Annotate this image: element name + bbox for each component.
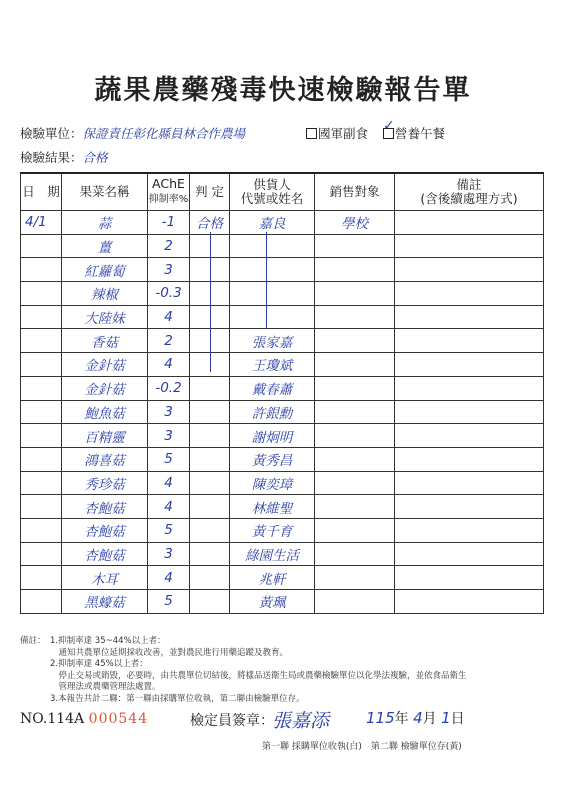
row-remark (395, 211, 544, 235)
row-veg: 鮑魚菇 (62, 400, 148, 424)
row-date (21, 258, 62, 282)
header-veg: 果菜名稱 (62, 173, 148, 211)
row-judge (190, 376, 230, 400)
row-remark (395, 471, 544, 495)
row-supplier: 黃千育 (230, 518, 315, 542)
table-row (21, 518, 544, 542)
footer-copies: 第一聯 採購單位收執(白) 第二聯 檢驗單位存(黃) (262, 742, 462, 752)
row-judge (190, 471, 230, 495)
header-target: 銷售對象 (315, 173, 395, 211)
row-supplier: 戴春蕭 (230, 376, 315, 400)
unit-label: 檢驗單位： (20, 126, 83, 141)
row-ache: -1 (148, 211, 190, 235)
table-row (21, 590, 544, 614)
row-target (315, 471, 395, 495)
row-supplier (230, 305, 315, 329)
row-veg: 蒜 (62, 211, 148, 235)
row-target (315, 282, 395, 306)
row-target (315, 400, 395, 424)
row-target (315, 376, 395, 400)
row-veg: 杏鮑菇 (62, 542, 148, 566)
row-remark (395, 447, 544, 471)
row-date (21, 471, 62, 495)
note-line: 停止交易或銷毀，必要時，由共農單位切結後，將樣品送衛生局或農藥檢驗單位以化學法複驗，並依食品衛生 (50, 670, 467, 681)
option-military[interactable] (306, 124, 368, 142)
row-target: 學校 (315, 211, 395, 235)
row-supplier: 黃秀昌 (230, 447, 315, 471)
option-military-label: 國軍副食 (318, 126, 369, 141)
row-date: 4/1 (21, 211, 62, 235)
row-remark (395, 376, 544, 400)
row-ache: 4 (148, 353, 190, 377)
row-remark (395, 329, 544, 353)
report-title: 蔬果農藥殘毒快速檢驗報告單 (94, 75, 472, 106)
row-veg: 香菇 (62, 329, 148, 353)
row-veg: 金針菇 (62, 353, 148, 377)
row-remark (395, 258, 544, 282)
row-veg: 秀珍菇 (62, 471, 148, 495)
header-ache (148, 173, 190, 211)
table-row (21, 211, 544, 235)
note-line: 3.本報告共計二聯：第一聯由採購單位收執，第二聯由檢驗單位存。 (50, 693, 305, 704)
table-row (21, 566, 544, 590)
row-target (315, 542, 395, 566)
row-target (315, 258, 395, 282)
row-veg: 杏鮑菇 (62, 518, 148, 542)
row-ache: 5 (148, 518, 190, 542)
row-ache: 2 (148, 329, 190, 353)
report-date (366, 708, 465, 728)
row-target (315, 353, 395, 377)
row-supplier: 陳奕璋 (230, 471, 315, 495)
row-supplier: 謝炯明 (230, 424, 315, 448)
row-judge (190, 542, 230, 566)
row-judge (190, 400, 230, 424)
row-ache: -0.2 (148, 376, 190, 400)
checkbox-military[interactable] (306, 128, 317, 139)
unit-value: 保證責任彰化縣員林合作農場 (82, 126, 246, 141)
option-lunch-label: 營養午餐 (395, 126, 446, 141)
row-remark (395, 542, 544, 566)
row-supplier: 許銀勳 (230, 400, 315, 424)
row-ache: 4 (148, 471, 190, 495)
row-date (21, 353, 62, 377)
form-serial: 000544 (88, 711, 149, 727)
table-row (21, 495, 544, 519)
row-judge (190, 518, 230, 542)
row-date (21, 447, 62, 471)
row-supplier: 兆軒 (230, 566, 315, 590)
ditto-line-supplier (266, 232, 267, 328)
row-date (21, 282, 62, 306)
header-supplier (230, 173, 315, 211)
row-ache: 5 (148, 590, 190, 614)
table-row (21, 305, 544, 329)
row-date (21, 376, 62, 400)
row-ache: 5 (148, 447, 190, 471)
row-veg: 薑 (62, 234, 148, 258)
row-remark (395, 566, 544, 590)
row-ache: 4 (148, 495, 190, 519)
row-supplier: 嘉良 (230, 211, 315, 235)
row-date (21, 518, 62, 542)
row-date (21, 329, 62, 353)
note-line: 1.抑制率達 35~44%以上者： (50, 636, 166, 646)
row-ache: 4 (148, 566, 190, 590)
header-ache-bottom: 抑制率% (148, 194, 189, 205)
table-row (21, 447, 544, 471)
header-remark-bottom: (含後續處理方式) (420, 191, 518, 206)
table-row (21, 542, 544, 566)
row-veg: 紅蘿蔔 (62, 258, 148, 282)
note-line: 通知共農單位延期採收改善，並對農民進行用藥追蹤及教育。 (50, 647, 289, 658)
table-row (21, 471, 544, 495)
row-date (21, 495, 62, 519)
date-year: 115 (366, 709, 395, 727)
table-row (21, 329, 544, 353)
row-date (21, 566, 62, 590)
row-supplier (230, 258, 315, 282)
form-number-prefix: NO.114A (20, 711, 85, 727)
row-judge (190, 424, 230, 448)
row-target (315, 566, 395, 590)
inspection-table (20, 172, 544, 614)
unit-row (20, 124, 245, 142)
row-target (315, 447, 395, 471)
row-judge: 合格 (190, 211, 230, 235)
row-remark (395, 234, 544, 258)
row-ache: 3 (148, 400, 190, 424)
table-row (21, 424, 544, 448)
row-remark (395, 353, 544, 377)
row-remark (395, 590, 544, 614)
row-supplier (230, 234, 315, 258)
row-date (21, 400, 62, 424)
row-date (21, 542, 62, 566)
header-supplier-bottom: 代號或姓名 (240, 191, 304, 206)
row-target (315, 329, 395, 353)
row-ache: 3 (148, 424, 190, 448)
row-date (21, 590, 62, 614)
ditto-line-judge (210, 232, 211, 372)
row-remark (395, 305, 544, 329)
row-veg: 黑蠔菇 (62, 590, 148, 614)
row-target (315, 518, 395, 542)
row-ache: 4 (148, 305, 190, 329)
result-value: 合格 (82, 150, 108, 165)
row-ache: 3 (148, 542, 190, 566)
row-veg: 辣椒 (62, 282, 148, 306)
row-judge (190, 566, 230, 590)
row-supplier: 王瓊斌 (230, 353, 315, 377)
row-judge (190, 495, 230, 519)
row-supplier: 綠園生活 (230, 542, 315, 566)
date-day: 1 (441, 709, 451, 727)
header-date: 日 期 (21, 173, 62, 211)
row-veg: 百精靈 (62, 424, 148, 448)
row-supplier (230, 282, 315, 306)
row-date (21, 305, 62, 329)
row-ache: -0.3 (148, 282, 190, 306)
note-line: 管理法或農藥管理法處置。 (50, 682, 161, 692)
table-row (21, 234, 544, 258)
row-judge (190, 590, 230, 614)
row-target (315, 590, 395, 614)
date-month: 4 (413, 709, 423, 727)
note-line: 2.抑制率達 45%以上者： (50, 659, 148, 669)
table-header-row (21, 173, 544, 211)
header-remark-top: 備註 (456, 177, 482, 192)
row-veg: 木耳 (62, 566, 148, 590)
table-row (21, 353, 544, 377)
row-remark (395, 400, 544, 424)
table-row (21, 258, 544, 282)
row-target (315, 424, 395, 448)
header-ache-top: AChE (152, 176, 185, 191)
row-veg: 大陸妹 (62, 305, 148, 329)
row-veg: 杏鮑菇 (62, 495, 148, 519)
inspector-label: 檢定員簽章： (190, 713, 274, 729)
row-ache: 3 (148, 258, 190, 282)
inspector-signature: 張嘉添 (272, 710, 330, 732)
row-supplier: 林維聖 (230, 495, 315, 519)
row-remark (395, 518, 544, 542)
row-veg: 鴻喜菇 (62, 447, 148, 471)
notes-head: 備註： (20, 636, 46, 646)
date-day-label: 日 (450, 711, 465, 727)
header-remark (395, 173, 544, 211)
row-veg: 金針菇 (62, 376, 148, 400)
row-ache: 2 (148, 234, 190, 258)
row-judge (190, 447, 230, 471)
row-remark (395, 282, 544, 306)
table-row (21, 400, 544, 424)
row-supplier: 張家嘉 (230, 329, 315, 353)
form-number (20, 711, 148, 727)
header-judge: 判 定 (190, 173, 230, 211)
table-row (21, 376, 544, 400)
row-remark (395, 495, 544, 519)
result-label: 檢驗結果： (20, 150, 83, 165)
check-mark-icon: ✓ (383, 118, 395, 134)
table-row (21, 282, 544, 306)
row-supplier: 黃珮 (230, 590, 315, 614)
row-target (315, 305, 395, 329)
row-target (315, 234, 395, 258)
date-month-label: 月 (422, 711, 437, 727)
row-remark (395, 424, 544, 448)
row-date (21, 234, 62, 258)
result-row (20, 148, 108, 166)
row-target (315, 495, 395, 519)
date-year-label: 年 (394, 711, 409, 727)
header-supplier-top: 供貨人 (253, 177, 291, 192)
row-date (21, 424, 62, 448)
